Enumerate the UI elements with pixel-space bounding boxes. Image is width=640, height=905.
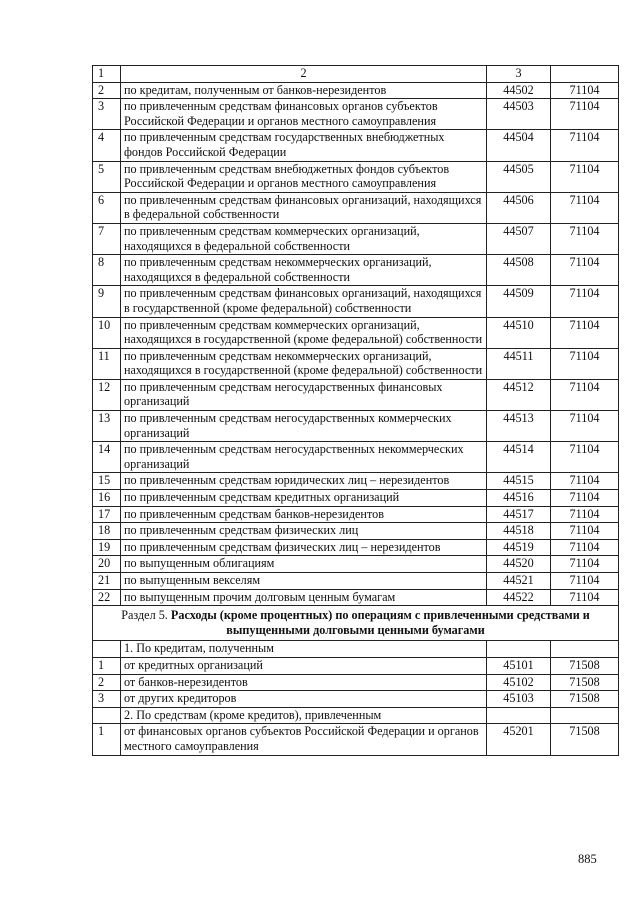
row-description: по привлеченным средствам государственных внебюджетных фондов Российской Федерации xyxy=(121,130,487,161)
row-number: 16 xyxy=(93,490,121,507)
row-description: по привлеченным средствам финансовых организаций, находящихся в федеральной собственности xyxy=(121,192,487,223)
row-number: 8 xyxy=(93,255,121,286)
row-description: по выпущенным прочим долговым ценным бумагам xyxy=(121,589,487,606)
row-code: 44517 xyxy=(487,506,551,523)
table-row xyxy=(93,82,619,99)
row-description: по привлеченным средствам коммерческих организаций, находящихся в федеральной собственности xyxy=(121,223,487,254)
row-number: 17 xyxy=(93,506,121,523)
row-account: 71508 xyxy=(551,724,619,755)
row-account: 71104 xyxy=(551,82,619,99)
row-code: 44519 xyxy=(487,539,551,556)
row-number: 1 xyxy=(93,724,121,755)
header-col-3: 3 xyxy=(487,66,551,83)
table-row xyxy=(93,411,619,442)
row-code: 44508 xyxy=(487,255,551,286)
row-code: 44509 xyxy=(487,286,551,317)
row-description: по привлеченным средствам физических лиц xyxy=(121,523,487,540)
table-row xyxy=(93,539,619,556)
row-number: 2 xyxy=(93,82,121,99)
row-number: 1 xyxy=(93,657,121,674)
row-code: 44507 xyxy=(487,223,551,254)
table-row xyxy=(93,348,619,379)
row-code: 44516 xyxy=(487,490,551,507)
row-account: 71508 xyxy=(551,691,619,708)
accounts-table xyxy=(92,65,619,756)
row-code: 44504 xyxy=(487,130,551,161)
row-number: 18 xyxy=(93,523,121,540)
table-row xyxy=(93,556,619,573)
row-account: 71104 xyxy=(551,589,619,606)
row-account: 71104 xyxy=(551,506,619,523)
table-row xyxy=(93,286,619,317)
row-account: 71104 xyxy=(551,286,619,317)
header-col-2: 2 xyxy=(121,66,487,83)
row-number: 21 xyxy=(93,573,121,590)
row-code: 44520 xyxy=(487,556,551,573)
table-row xyxy=(93,379,619,410)
row-number: 14 xyxy=(93,442,121,473)
row-number: 2 xyxy=(93,674,121,691)
table-row xyxy=(93,255,619,286)
row-number: 12 xyxy=(93,379,121,410)
row-code: 44505 xyxy=(487,161,551,192)
table-row xyxy=(93,473,619,490)
subsection-2-row xyxy=(93,707,619,724)
row-account: 71508 xyxy=(551,674,619,691)
row-account: 71104 xyxy=(551,192,619,223)
row-code: 44521 xyxy=(487,573,551,590)
table-row xyxy=(93,506,619,523)
table-row xyxy=(93,490,619,507)
row-account: 71104 xyxy=(551,348,619,379)
table-row xyxy=(93,573,619,590)
row-code: 45102 xyxy=(487,674,551,691)
row-number: 22 xyxy=(93,589,121,606)
subsection-1-title: 1. По кредитам, полученным xyxy=(121,641,487,658)
row-description: от банков-нерезидентов xyxy=(121,674,487,691)
header-col-4 xyxy=(551,66,619,83)
row-account: 71104 xyxy=(551,317,619,348)
row-description: от финансовых органов субъектов Российской Федерации и органов местного самоуправления xyxy=(121,724,487,755)
row-account: 71508 xyxy=(551,657,619,674)
row-code: 44514 xyxy=(487,442,551,473)
row-code: 44515 xyxy=(487,473,551,490)
table-row xyxy=(93,691,619,708)
subsection-2-title: 2. По средствам (кроме кредитов), привлеченным xyxy=(121,707,487,724)
section-5-heading-row xyxy=(93,606,619,641)
row-description: по кредитам, полученным от банков-нерезидентов xyxy=(121,82,487,99)
row-account: 71104 xyxy=(551,442,619,473)
row-description: по выпущенным векселям xyxy=(121,573,487,590)
row-description: по привлеченным средствам негосударственных коммерческих организаций xyxy=(121,411,487,442)
table-row xyxy=(93,589,619,606)
row-number: 4 xyxy=(93,130,121,161)
header-col-1: 1 xyxy=(93,66,121,83)
row-account: 71104 xyxy=(551,223,619,254)
row-code: 44522 xyxy=(487,589,551,606)
row-description: по привлеченным средствам кредитных организаций xyxy=(121,490,487,507)
table-header-row xyxy=(93,66,619,83)
row-account: 71104 xyxy=(551,556,619,573)
row-description: по привлеченным средствам некоммерческих организаций, находящихся в федеральной собственности xyxy=(121,255,487,286)
table-row xyxy=(93,724,619,755)
row-code: 44512 xyxy=(487,379,551,410)
section-5-title: Расходы (кроме процентных) по операциям с привлеченными средствами и выпущенными долговыми ценными бумагами xyxy=(170,608,590,637)
row-number: 15 xyxy=(93,473,121,490)
row-number: 6 xyxy=(93,192,121,223)
row-code: 45103 xyxy=(487,691,551,708)
row-account: 71104 xyxy=(551,130,619,161)
row-account: 71104 xyxy=(551,411,619,442)
row-code: 45101 xyxy=(487,657,551,674)
page-number: 885 xyxy=(578,852,597,866)
row-number: 10 xyxy=(93,317,121,348)
row-description: по привлеченным средствам некоммерческих организаций, находящихся в государственной (кроме федеральной) собственности xyxy=(121,348,487,379)
row-description: по привлеченным средствам физических лиц – нерезидентов xyxy=(121,539,487,556)
row-description: по привлеченным средствам негосударственных финансовых организаций xyxy=(121,379,487,410)
section-5-heading xyxy=(93,606,619,641)
row-code: 44513 xyxy=(487,411,551,442)
row-code: 44503 xyxy=(487,99,551,130)
row-account: 71104 xyxy=(551,99,619,130)
row-account: 71104 xyxy=(551,379,619,410)
accounts-table-body xyxy=(93,66,619,756)
row-code: 44510 xyxy=(487,317,551,348)
row-code: 44506 xyxy=(487,192,551,223)
row-description: по привлеченным средствам банков-нерезидентов xyxy=(121,506,487,523)
row-account: 71104 xyxy=(551,255,619,286)
row-code: 44518 xyxy=(487,523,551,540)
row-description: по привлеченным средствам юридических лиц – нерезидентов xyxy=(121,473,487,490)
row-number: 3 xyxy=(93,691,121,708)
row-account: 71104 xyxy=(551,473,619,490)
row-number: 7 xyxy=(93,223,121,254)
row-number: 5 xyxy=(93,161,121,192)
row-description: от кредитных организаций xyxy=(121,657,487,674)
row-number: 9 xyxy=(93,286,121,317)
section-5-prefix: Раздел 5. xyxy=(121,608,171,623)
table-row xyxy=(93,223,619,254)
row-code: 44511 xyxy=(487,348,551,379)
table-row xyxy=(93,657,619,674)
row-account: 71104 xyxy=(551,539,619,556)
row-account: 71104 xyxy=(551,161,619,192)
row-description: по выпущенным облигациям xyxy=(121,556,487,573)
row-description: по привлеченным средствам негосударственных некоммерческих организаций xyxy=(121,442,487,473)
row-code: 44502 xyxy=(487,82,551,99)
table-row xyxy=(93,317,619,348)
row-number: 3 xyxy=(93,99,121,130)
table-row xyxy=(93,99,619,130)
table-row xyxy=(93,442,619,473)
row-description: по привлеченным средствам финансовых органов субъектов Российской Федерации и органов местного самоуправления xyxy=(121,99,487,130)
row-code: 45201 xyxy=(487,724,551,755)
row-number: 20 xyxy=(93,556,121,573)
row-number: 19 xyxy=(93,539,121,556)
table-row xyxy=(93,161,619,192)
row-account: 71104 xyxy=(551,490,619,507)
table-row xyxy=(93,674,619,691)
row-number: 11 xyxy=(93,348,121,379)
row-description: по привлеченным средствам коммерческих организаций, находящихся в государственной (кроме федеральной) собственности xyxy=(121,317,487,348)
row-description: по привлеченным средствам финансовых организаций, находящихся в государственной (кроме федеральной) собственности xyxy=(121,286,487,317)
subsection-1-row xyxy=(93,641,619,658)
row-account: 71104 xyxy=(551,523,619,540)
table-row xyxy=(93,130,619,161)
row-account: 71104 xyxy=(551,573,619,590)
row-description: от других кредиторов xyxy=(121,691,487,708)
table-row xyxy=(93,523,619,540)
table-row xyxy=(93,192,619,223)
row-number: 13 xyxy=(93,411,121,442)
row-description: по привлеченным средствам внебюджетных фондов субъектов Российской Федерации и органов местного самоуправления xyxy=(121,161,487,192)
